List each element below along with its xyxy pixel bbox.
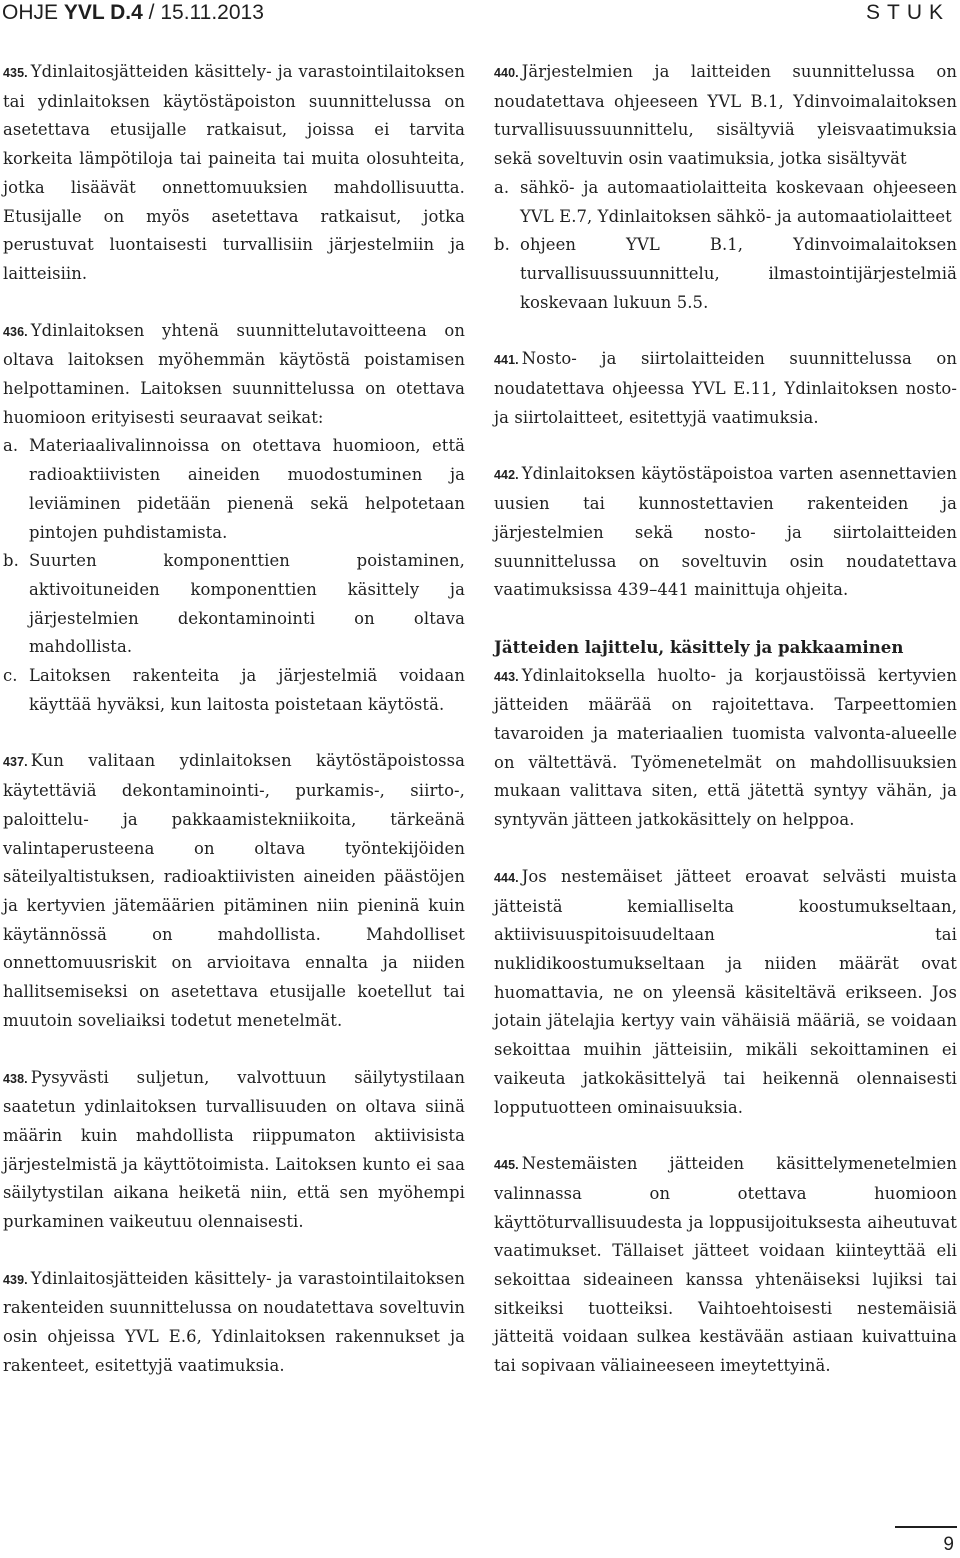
requirement-text: Ydinlaitoksen käytöstäpoistoa varten asennettavien uusien tai kunnostettavien rakenteiden ja järjestelmien sekä nosto- ja siirtolaitteiden suunnittelussa on soveltuvin osin noudatettava vaatimuksissa 439–441 mainittuja ohjeita. [494,464,957,600]
requirement-number: 442. [494,468,519,483]
requirement-text: Ydinlaitoksen yhtenä suunnittelutavoitteena on oltava laitoksen myöhemmän käytöstä poistamisen helpottaminen. Laitoksen suunnittelussa on otettava huomioon erityisesti seuraavat seikat: [3,320,465,427]
requirement-text: Ydinlaitoksella huolto- ja korjaustöissä kertyvien jätteiden määrää on rajoitettava. Tarpeettomien tavaroiden ja materiaalien tuomista valvonta-alueelle on vältettävä. Työmenetelmät on mahdollisuuksien mukaan valittava siten, että jätettä syntyy vähän, ja syntyvän jätteen jatkokäsittely on helppoa. [494,665,957,830]
requirement-text: Ydinlaitosjätteiden käsittely- ja varastointilaitoksen rakenteiden suunnittelussa on noudatettava soveltuvin osin ohjeissa YVL E.6, Ydinlaitoksen rakennukset ja rakenteet, esitettyjä vaatimuksia. [3,1268,465,1375]
requirement-437 [3,747,465,1035]
list-item-text: Suurten komponenttien poistaminen, aktivoituneiden komponenttien käsittely ja järjestelmien dekontaminointi on oltava mahdollista. [29,551,465,657]
list-item-label: c. [3,666,18,686]
requirement-text: Nestemäisten jätteiden käsittelymenetelmien valinnassa on otettava huomioon käyttöturvallisuudesta ja loppusijoituksesta aiheutuvat vaatimukset. Tällaiset jätteet voidaan kiinteyttää eli sekoittaa sideaineen kanssa yhtenäiseksi lujiksi tai sitkeiksi tuotteiksi. Vaihtoehtoisesti nestemäisiä jätteitä voidaan sulkea kestävään astiaan kuivattuina tai sopivaan väliaineeseen imeytettyinä. [494,1154,957,1376]
page-header [0,0,960,30]
requirement-440 [494,58,957,317]
requirement-444 [494,863,957,1122]
right-column [494,58,957,1409]
requirement-number: 444. [494,870,519,885]
requirement-438 [3,1064,465,1237]
list-item-label: a. [3,436,19,456]
requirement-text: Pysyvästi suljetun, valvottuun säilytystilaan saatetun ydinlaitoksen turvallisuuden on oltava siinä määrin kuin mahdollista riippumaton aktiivisista järjestelmistä ja käyttötoimista. Laitoksen kunto ei saa säilytystilan aikana heiketä niin, että sen myöhempi purkaminen vaikeutuu olennaisesti. [3,1067,465,1232]
requirement-text: Järjestelmien ja laitteiden suunnittelussa on noudatettava ohjeeseen YVL B.1, Ydinvoimalaitoksen turvallisuussuunnittelu, sisältyviä yleisvaatimuksia sekä soveltuvin osin vaatimuksia, jotka sisältyvät [494,62,957,169]
page-number: 9 [943,1534,954,1555]
header-document-id [2,0,264,26]
requirement-text: Kun valitaan ydinlaitoksen käytöstäpoistossa käytettäviä dekontaminointi-, purkamis-, siirto-, paloittelu- ja pakkaamistekniikoita, tärkeänä valintaperusteena on oltava työntekijöiden säteilyaltistuksen, radioaktiivisten aineiden päästöjen ja kertyvien jätemäärien pitäminen niin pieninä kuin käytännössä on mahdollista. Mahdolliset onnettomuusriskit on arvioitava ennalta ja niiden hallitsemiseksi on asetettava etusijalle koetellut tai muutoin soveliaiksi todetut menetelmät. [3,751,465,1030]
list-item-text: sähkö- ja automaatiolaitteita koskevaan ohjeeseen YVL E.7, Ydinlaitoksen sähkö- ja automaatiolaitteet [520,177,957,226]
list-item-label: b. [494,235,510,255]
requirement-435 [3,58,465,289]
requirement-number: 440. [494,66,519,80]
list-item [494,231,957,317]
footer-rule [895,1526,957,1528]
header-date: / 15.11.2013 [142,1,264,24]
requirement-number: 436. [3,324,28,339]
requirement-436 [3,317,465,720]
requirement-number: 439. [3,1272,28,1287]
list-item [3,662,465,719]
list-item-label: b. [3,551,19,571]
left-column [3,58,465,1409]
list-item [494,174,957,231]
requirement-text: Jos nestemäiset jätteet eroavat selvästi muista jätteistä kemialliselta koostumukseltaan, aktiivisuuspitoisuudeltaan tai nuklidikoostumukseltaan ja niiden määrät ovat huomattavia, ne on yleensä käsiteltävä erikseen. Jos jotain jätelajia kertyy vain vähäisiä määriä, se voidaan sekoittaa muihin jätteisiin, mikäli sekoittaminen ei vaikeuta jatkokäsittelyä tai heikennä olennaisesti lopputuotteen ominaisuuksia. [494,866,957,1117]
list-item-text: Materiaalivalinnoissa on otettava huomioon, että radioaktiivisten aineiden muodostuminen ja leviäminen pidetään pienenä sekä helpotetaan pintojen puhdistamista. [29,436,465,542]
list-item [3,547,465,662]
requirement-number: 441. [494,353,519,368]
list-item-text: Laitoksen rakenteita ja järjestelmiä voidaan käyttää hyväksi, kun laitosta poistetaan käytöstä. [29,666,465,714]
requirement-number: 435. [3,66,28,80]
requirement-445 [494,1150,957,1381]
section-heading: Jätteiden lajittelu, käsittely ja pakkaaminen [494,636,904,657]
requirement-number: 443. [494,669,519,684]
header-label: OHJE [2,1,64,24]
list-item-text: ohjeen YVL B.1, Ydinvoimalaitoksen turvallisuussuunnittelu, ilmastointijärjestelmiä koskevaan lukuun 5.5. [520,235,957,312]
requirement-text: Ydinlaitosjätteiden käsittely- ja varastointilaitoksen tai ydinlaitoksen käytöstäpoiston suunnittelussa on asetettava etusijalle ratkaisut, joissa ei tarvita korkeita lämpötiloja tai paineita tai muita olosuhteita, jotka lisäävät onnettomuuksien mahdollisuutta. Etusijalle on myös asetettava ratkaisut, jotka perustuvat luontaisesti turvallisiin järjestelmiin ja laitteisiin. [3,62,465,283]
requirement-443 [494,662,957,835]
requirement-number: 438. [3,1071,28,1086]
requirement-441 [494,345,957,432]
requirement-439 [3,1265,465,1381]
header-guide-code: YVL D.4 [63,1,143,24]
list-item [3,432,465,547]
list-item-label: a. [494,177,510,197]
requirement-text: Nosto- ja siirtolaitteiden suunnittelussa on noudatettava ohjeessa YVL E.11, Ydinlaitoksen nosto- ja siirtolaitteet, esitettyjä vaatimuksia. [494,349,957,427]
requirement-442 [494,460,957,605]
requirement-number: 445. [494,1158,519,1173]
requirement-number: 437. [3,755,28,770]
header-publisher-logo: STUK [865,1,950,24]
